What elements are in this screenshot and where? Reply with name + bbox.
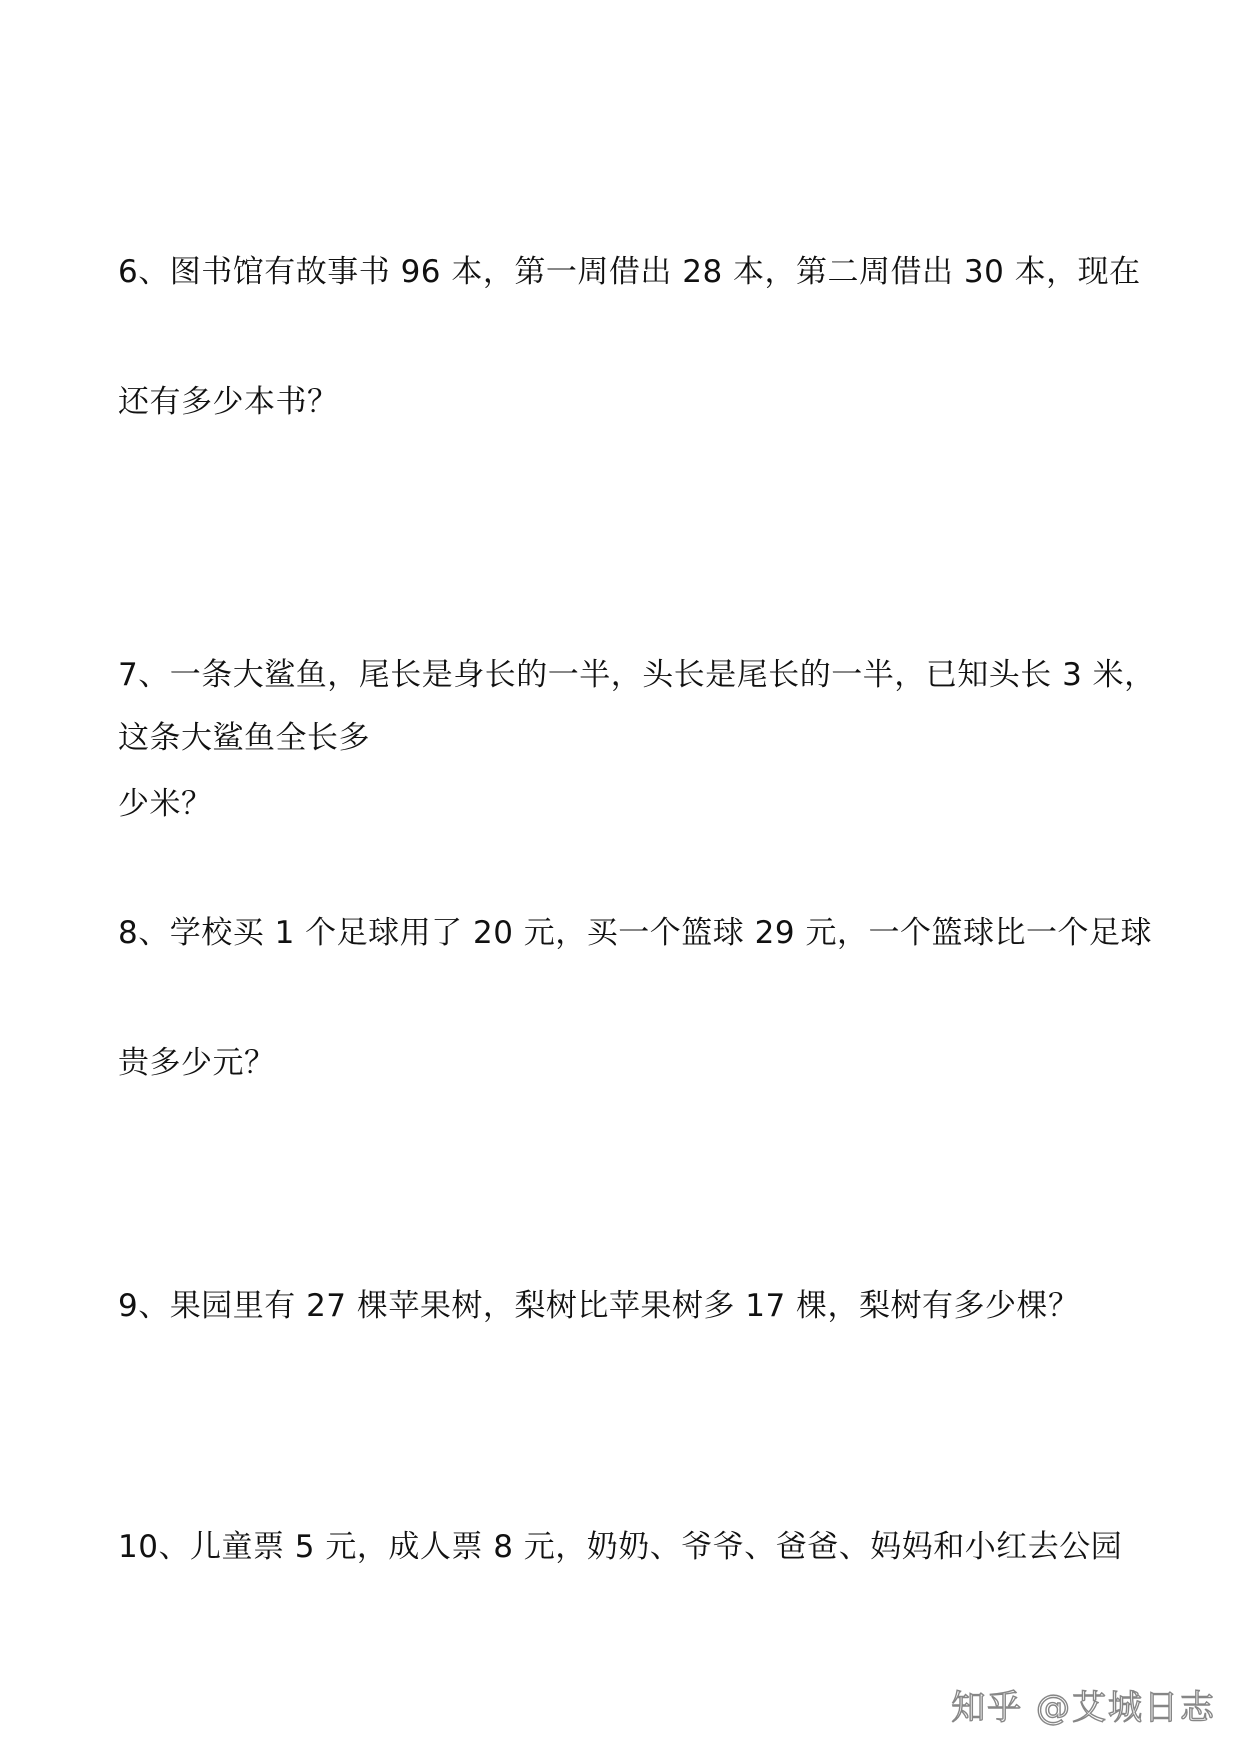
question-8-line-1: 8、学校买 1 个足球用了 20 元，买一个篮球 29 元，一个篮球比一个足球: [118, 915, 1152, 951]
question-10-line-1: 10、儿童票 5 元，成人票 8 元，奶奶、爷爷、爸爸、妈妈和小红去公园: [118, 1529, 1123, 1565]
question-7-line-3: 少米？: [118, 786, 213, 822]
zhihu-watermark: 知乎 @艾城日志: [951, 1688, 1216, 1728]
question-7-line-1: 7、一条大鲨鱼，尾长是身长的一半，头长是尾长的一半，已知头长 3 米，: [118, 657, 1156, 693]
question-6-line-1: 6、图书馆有故事书 96 本，第一周借出 28 本，第二周借出 30 本，现在: [118, 254, 1141, 290]
question-7-line-2: 这条大鲨鱼全长多: [118, 720, 370, 756]
question-6-line-2: 还有多少本书？: [118, 384, 339, 420]
question-8-line-2: 贵多少元？: [118, 1045, 276, 1081]
question-9-line-1: 9、果园里有 27 棵苹果树，梨树比苹果树多 17 棵，梨树有多少棵？: [118, 1288, 1080, 1324]
